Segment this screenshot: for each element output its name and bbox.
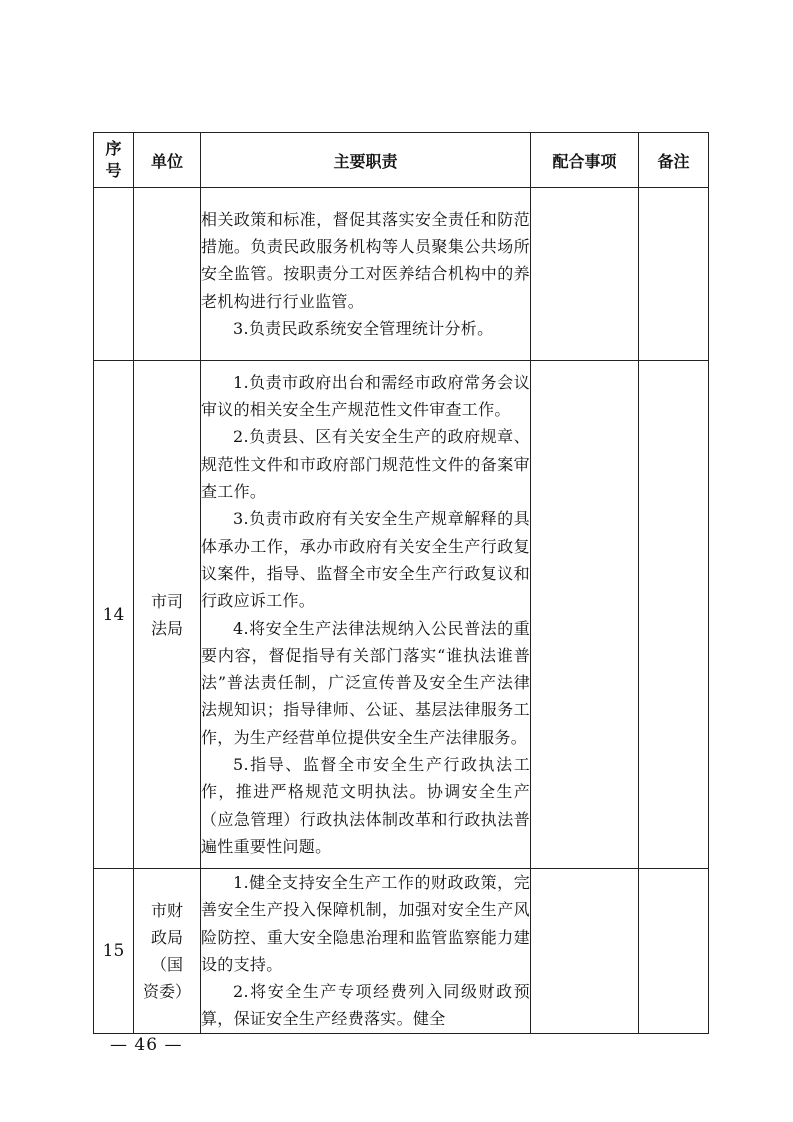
unit-line: （国 bbox=[150, 954, 183, 974]
duty-paragraph: 4.将安全生产法律法规纳入公民普法的重要内容，督促指导有关部门落实“谁执法谁普法”普法责任制，广泛宣传普及安全生产法律法规知识；指导律师、公证、基层法律服务工作，为生产经营单位提供安全生产法律服务。 bbox=[201, 618, 530, 747]
duty-paragraph: 3.负责民政系统安全管理统计分析。 bbox=[233, 318, 494, 338]
duty-paragraph: 1.负责市政府出台和需经市政府常务会议审议的相关安全生产规范性文件审查工作。 bbox=[201, 372, 530, 420]
unit-line: 资委） bbox=[142, 981, 191, 1001]
duty-paragraph: 1.健全支持安全生产工作的财政政策，完善安全生产投入保障机制，加强对安全生产风险防控、重大安全隐患治理和监管监察能力建设的支持。 bbox=[201, 873, 530, 974]
row-duties bbox=[201, 361, 531, 869]
row-number: 15 bbox=[94, 869, 134, 1034]
unit-line: 政局 bbox=[150, 927, 183, 947]
header-seq-line2: 号 bbox=[105, 161, 122, 180]
row-coop bbox=[531, 188, 639, 361]
duty-paragraph: 相关政策和标准，督促其落实安全责任和防范措施。负责民政服务机构等人员聚集公共场所安全监管。按职责分工对医养结合机构中的养老机构进行行业监管。 bbox=[201, 209, 530, 311]
header-row bbox=[94, 133, 709, 188]
header-coop: 配合事项 bbox=[531, 133, 639, 188]
header-duties: 主要职责 bbox=[201, 133, 531, 188]
unit-line: 市司 bbox=[150, 591, 183, 611]
row-unit bbox=[134, 869, 201, 1034]
row-duties bbox=[201, 188, 531, 361]
table-row bbox=[94, 188, 709, 361]
duty-table bbox=[93, 132, 709, 1034]
unit-line: 市财 bbox=[150, 900, 183, 920]
row-number bbox=[94, 188, 134, 361]
table-row bbox=[94, 361, 709, 869]
row-unit bbox=[134, 188, 201, 361]
header-unit: 单位 bbox=[134, 133, 201, 188]
duty-paragraph: 3.负责市政府有关安全生产规章解释的具体承办工作，承办市政府有关安全生产行政复议案件，指导、监督全市安全生产行政复议和行政应诉工作。 bbox=[201, 509, 530, 611]
row-remark bbox=[639, 869, 709, 1034]
duty-paragraph: 2.将安全生产专项经费列入同级财政预算，保证安全生产经费落实。健全 bbox=[201, 982, 530, 1029]
row-coop bbox=[531, 361, 639, 869]
row-number: 14 bbox=[94, 361, 134, 869]
row-coop bbox=[531, 869, 639, 1034]
page-number: — 46 — bbox=[110, 1035, 183, 1055]
header-seq-line1: 序 bbox=[105, 139, 122, 158]
duty-paragraph: 2.负责县、区有关安全生产的政府规章、规范性文件和市政府部门规范性文件的备案审查工作。 bbox=[201, 427, 530, 502]
header-remark: 备注 bbox=[639, 133, 709, 188]
row-unit bbox=[134, 361, 201, 869]
table-row bbox=[94, 869, 709, 1034]
duty-paragraph: 5.指导、监督全市安全生产行政执法工作，推进严格规范文明执法。协调安全生产（应急管理）行政执法体制改革和行政执法普遍性重要性问题。 bbox=[201, 754, 530, 856]
unit-line: 法局 bbox=[150, 618, 183, 638]
header-seq bbox=[94, 133, 134, 188]
row-duties bbox=[201, 869, 531, 1034]
row-remark bbox=[639, 188, 709, 361]
row-remark bbox=[639, 361, 709, 869]
